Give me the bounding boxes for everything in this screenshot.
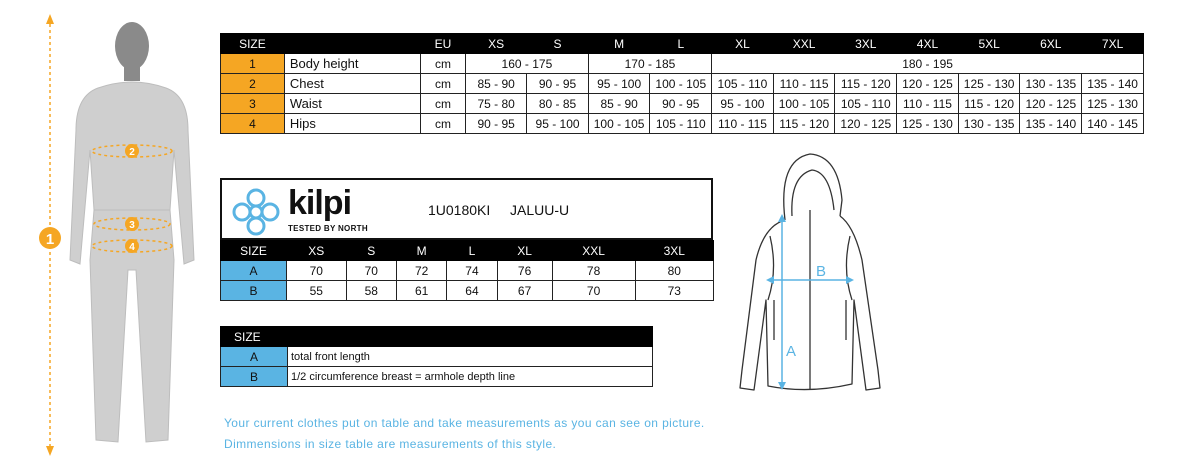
value-cell: 95 - 100: [588, 74, 650, 94]
header-cell: 4XL: [897, 34, 959, 54]
value-cell: 115 - 120: [835, 74, 897, 94]
header-cell: XL: [712, 34, 774, 54]
measure-mark: A: [221, 261, 287, 281]
table-row: [221, 114, 1144, 134]
measure-description: total front length: [288, 347, 653, 367]
table-row: [221, 261, 714, 281]
marker-4: 4: [129, 242, 135, 253]
measurement-legend-table: [220, 326, 653, 387]
measure-mark: A: [221, 347, 288, 367]
value-cell: 125 - 130: [1082, 94, 1144, 114]
row-label: Hips: [284, 114, 420, 134]
value-cell: 58: [346, 281, 396, 301]
value-cell: 70: [552, 281, 635, 301]
value-cell: 75 - 80: [466, 94, 527, 114]
value-cell: 73: [635, 281, 713, 301]
value-cell: 120 - 125: [897, 74, 959, 94]
header-cell: SIZE: [221, 34, 285, 54]
value-cell: 85 - 90: [466, 74, 527, 94]
value-cell: 55: [287, 281, 347, 301]
product-name: JALUU-U: [510, 202, 570, 218]
value-cell: 105 - 110: [712, 74, 774, 94]
style-size-table: [220, 240, 714, 301]
header-cell: 5XL: [958, 34, 1020, 54]
body-size-table: [220, 33, 1144, 134]
body-measurement-figure: [28, 10, 208, 460]
value-cell: 64: [447, 281, 497, 301]
header-cell: 3XL: [835, 34, 897, 54]
jacket-label-b: B: [816, 263, 827, 280]
value-cell: 170 - 185: [588, 54, 711, 74]
header-cell: SIZE: [221, 327, 653, 347]
value-cell: 120 - 125: [1020, 94, 1082, 114]
header-cell: XL: [497, 241, 552, 261]
row-unit: cm: [420, 114, 465, 134]
header-cell: EU: [420, 34, 465, 54]
row-unit: cm: [420, 94, 465, 114]
row-number: 1: [221, 54, 285, 74]
value-cell: 115 - 120: [773, 114, 835, 134]
instruction-note: Dimmensions in size table are measurements of this style.: [224, 437, 557, 451]
table-row: [221, 74, 1144, 94]
value-cell: 115 - 120: [958, 94, 1020, 114]
value-cell: 74: [447, 261, 497, 281]
value-cell: 90 - 95: [466, 114, 527, 134]
jacket-label-a: A: [786, 343, 797, 360]
table-row: [221, 281, 714, 301]
header-cell: SIZE: [221, 241, 287, 261]
row-label: Chest: [284, 74, 420, 94]
legend-header: [221, 327, 653, 347]
header-cell: XXL: [773, 34, 835, 54]
marker-1: 1: [45, 231, 55, 248]
value-cell: 135 - 140: [1020, 114, 1082, 134]
jacket-diagram: [730, 150, 890, 400]
value-cell: 67: [497, 281, 552, 301]
value-cell: 125 - 130: [958, 74, 1020, 94]
row-unit: cm: [420, 74, 465, 94]
value-cell: 180 - 195: [712, 54, 1144, 74]
value-cell: 85 - 90: [588, 94, 650, 114]
value-cell: 130 - 135: [1020, 74, 1082, 94]
header-cell: [284, 34, 420, 54]
value-cell: 105 - 110: [835, 94, 897, 114]
value-cell: 110 - 115: [773, 74, 835, 94]
value-cell: 105 - 110: [650, 114, 712, 134]
header-cell: 7XL: [1082, 34, 1144, 54]
row-number: 3: [221, 94, 285, 114]
header-cell: XS: [466, 34, 527, 54]
marker-2: 2: [129, 147, 135, 158]
value-cell: 135 - 140: [1082, 74, 1144, 94]
value-cell: 110 - 115: [897, 94, 959, 114]
measure-mark: B: [221, 367, 288, 387]
measure-mark: B: [221, 281, 287, 301]
value-cell: 80 - 85: [527, 94, 588, 114]
table-row: [221, 367, 653, 387]
instruction-note: Your current clothes put on table and take measurements as you can see on picture.: [224, 416, 705, 430]
brand-header: [220, 178, 713, 240]
header-cell: 3XL: [635, 241, 713, 261]
value-cell: 100 - 105: [650, 74, 712, 94]
row-number: 4: [221, 114, 285, 134]
brand-name: kilpi: [288, 184, 352, 222]
value-cell: 70: [346, 261, 396, 281]
value-cell: 95 - 100: [712, 94, 774, 114]
value-cell: 100 - 105: [588, 114, 650, 134]
style-table-header: [221, 241, 714, 261]
value-cell: 160 - 175: [466, 54, 589, 74]
value-cell: 90 - 95: [650, 94, 712, 114]
header-cell: M: [396, 241, 446, 261]
brand-tagline: TESTED BY NORTH: [288, 224, 368, 233]
value-cell: 95 - 100: [527, 114, 588, 134]
value-cell: 125 - 130: [897, 114, 959, 134]
value-cell: 61: [396, 281, 446, 301]
row-label: Body height: [284, 54, 420, 74]
value-cell: 76: [497, 261, 552, 281]
value-cell: 70: [287, 261, 347, 281]
table-row: [221, 94, 1144, 114]
product-code: 1U0180KI: [428, 202, 491, 218]
value-cell: 78: [552, 261, 635, 281]
table-row: [221, 347, 653, 367]
size-table-header: [221, 34, 1144, 54]
header-cell: L: [447, 241, 497, 261]
kilpi-knot-logo-icon: [230, 186, 282, 238]
measure-description: 1/2 circumference breast = armhole depth line: [288, 367, 653, 387]
value-cell: 120 - 125: [835, 114, 897, 134]
value-cell: 140 - 145: [1082, 114, 1144, 134]
value-cell: 130 - 135: [958, 114, 1020, 134]
row-number: 2: [221, 74, 285, 94]
header-cell: M: [588, 34, 650, 54]
header-cell: S: [346, 241, 396, 261]
header-cell: S: [527, 34, 588, 54]
header-cell: XXL: [552, 241, 635, 261]
row-label: Waist: [284, 94, 420, 114]
value-cell: 110 - 115: [712, 114, 774, 134]
value-cell: 100 - 105: [773, 94, 835, 114]
header-cell: L: [650, 34, 712, 54]
header-cell: XS: [287, 241, 347, 261]
table-row: [221, 54, 1144, 74]
marker-3: 3: [129, 220, 135, 231]
value-cell: 72: [396, 261, 446, 281]
value-cell: 80: [635, 261, 713, 281]
value-cell: 90 - 95: [527, 74, 588, 94]
row-unit: cm: [420, 54, 465, 74]
header-cell: 6XL: [1020, 34, 1082, 54]
